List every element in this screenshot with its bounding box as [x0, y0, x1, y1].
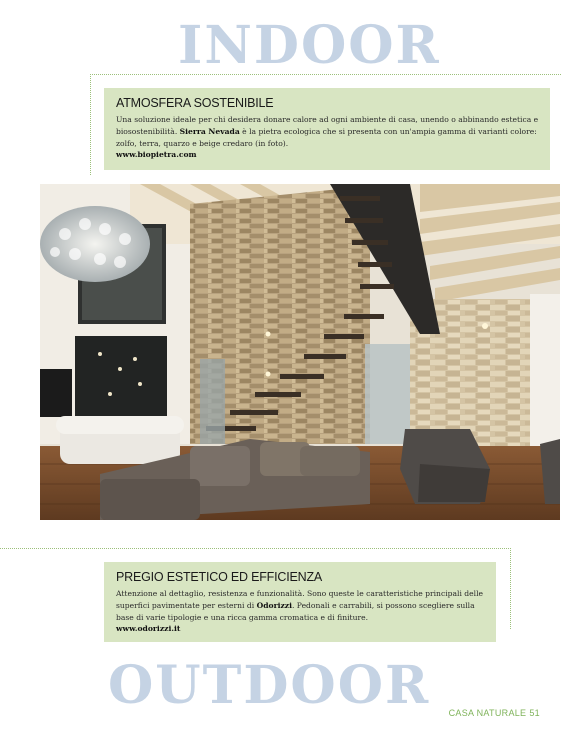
top-info-panel — [104, 88, 550, 170]
bottom-panel-brand: Odorizzi — [256, 601, 292, 610]
top-panel-body-part1: Una soluzione ideale per chi desidera donare calore ad ogni ambiente di casa, unendo o abbinando estetica e biosostenibilità. — [116, 115, 539, 136]
top-panel-link[interactable]: www.biopietra.com — [116, 150, 197, 159]
page-number: 51 — [529, 708, 540, 718]
bottom-panel-body-part2: . Pedonali e carrabili, si possono scegliere sulla base di varie tipologie e una ricca gamma cromatica e di finiture. — [116, 601, 475, 622]
bottom-panel-body-part1: Attenzione al dettaglio, resistenza e funzionalità. Sono queste le caratteristiche principali delle superfici pavimentate per esterni di — [116, 589, 483, 610]
top-panel-brand: Sierra Nevada — [179, 127, 240, 136]
bottom-panel-heading: PREGIO ESTETICO ED EFFICIENZA — [116, 570, 323, 584]
bottom-info-panel — [104, 562, 496, 642]
page-footer — [449, 708, 540, 718]
outdoor-title: OUTDOOR — [108, 655, 431, 716]
top-panel-body — [116, 114, 540, 150]
top-panel-heading: ATMOSFERA SOSTENIBILE — [116, 96, 274, 110]
indoor-title: INDOOR — [178, 15, 441, 76]
interior-photo — [40, 184, 560, 520]
top-panel-body-part2: è la pietra ecologica che si presenta con un'ampia gamma di varianti colore: zolfo, terra, quarzo e beige credaro (in foto). — [116, 127, 537, 148]
bottom-panel-body — [116, 588, 486, 624]
bottom-panel-link[interactable]: www.odorizzi.it — [116, 624, 181, 633]
magazine-name: CASA NATURALE — [448, 708, 527, 718]
